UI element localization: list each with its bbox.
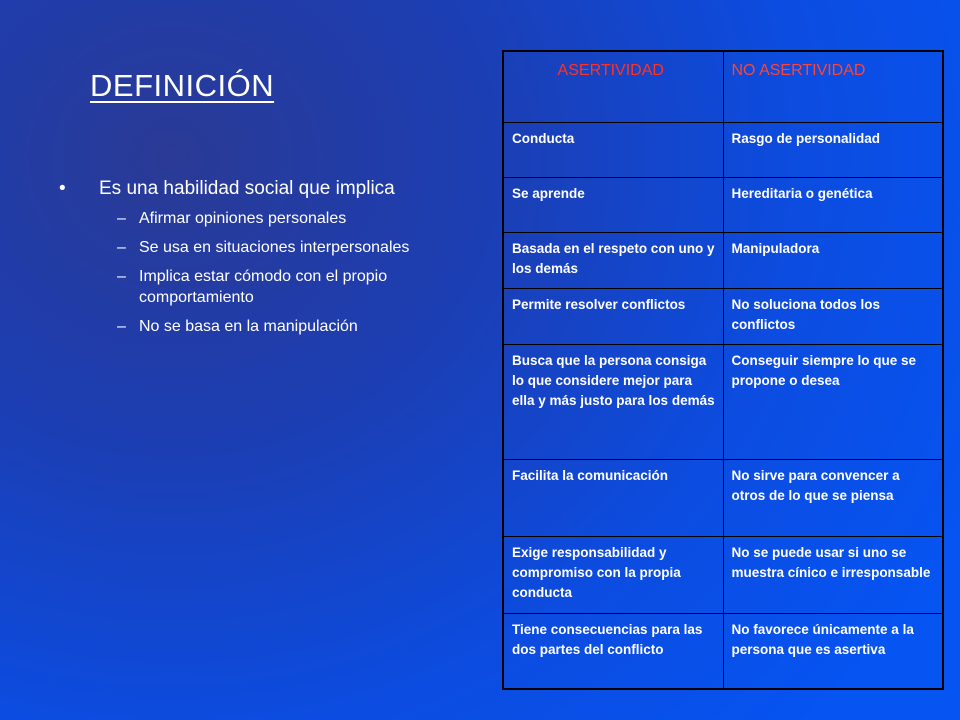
table-cell: Tiene consecuencias para las dos partes del conflicto: [503, 614, 723, 690]
table-cell: Conseguir siempre lo que se propone o desea: [723, 345, 943, 460]
table-cell: No favorece únicamente a la persona que es asertiva: [723, 614, 943, 690]
table-cell: No sirve para convencer a otros de lo que se piensa: [723, 460, 943, 537]
table-cell: Manipuladora: [723, 233, 943, 289]
table-row: [503, 614, 943, 690]
comparison-table: [502, 50, 944, 690]
sub-bullet-list: [117, 208, 435, 337]
table-cell: Hereditaria o genética: [723, 178, 943, 233]
sub-bullet-text: Implica estar cómodo con el propio comportamiento: [139, 268, 388, 306]
table-cell: Exige responsabilidad y compromiso con la propia conducta: [503, 537, 723, 614]
table-cell: No soluciona todos los conflictos: [723, 289, 943, 345]
table-cell: Conducta: [503, 123, 723, 178]
table-row: [503, 345, 943, 460]
dash-icon: –: [117, 210, 126, 227]
table-cell: Permite resolver conflictos: [503, 289, 723, 345]
sub-bullet-text: No se basa en la manipulación: [139, 318, 358, 335]
bullet-dot-icon: •: [59, 178, 66, 199]
main-bullet-text: Es una habilidad social que implica: [99, 178, 395, 199]
table-cell: Se aprende: [503, 178, 723, 233]
sub-bullet: [117, 266, 435, 308]
dash-icon: –: [117, 239, 126, 256]
table-row: [503, 289, 943, 345]
header-asertividad: ASERTIVIDAD: [503, 51, 723, 123]
sub-bullet-text: Se usa en situaciones interpersonales: [139, 239, 410, 256]
sub-bullet: [117, 237, 435, 258]
dash-icon: –: [117, 318, 126, 335]
table-row: [503, 537, 943, 614]
table-row: [503, 178, 943, 233]
table-cell: Busca que la persona consiga lo que considere mejor para ella y más justo para los demás: [503, 345, 723, 460]
table-cell: Rasgo de personalidad: [723, 123, 943, 178]
table-cell: Basada en el respeto con uno y los demás: [503, 233, 723, 289]
slide-title: DEFINICIÓN: [90, 68, 275, 103]
header-no-asertividad: NO ASERTIVIDAD: [723, 51, 943, 123]
table-row: [503, 123, 943, 178]
sub-bullet: [117, 316, 435, 337]
table-cell: Facilita la comunicación: [503, 460, 723, 537]
dash-icon: –: [117, 268, 126, 285]
table-header-row: [503, 51, 943, 123]
sub-bullet: [117, 208, 435, 229]
bullet-list: [55, 177, 435, 345]
table-cell: No se puede usar si uno se muestra cínico e irresponsable: [723, 537, 943, 614]
main-bullet: [55, 177, 435, 201]
sub-bullet-text: Afirmar opiniones personales: [139, 210, 347, 227]
table-row: [503, 460, 943, 537]
table-row: [503, 233, 943, 289]
